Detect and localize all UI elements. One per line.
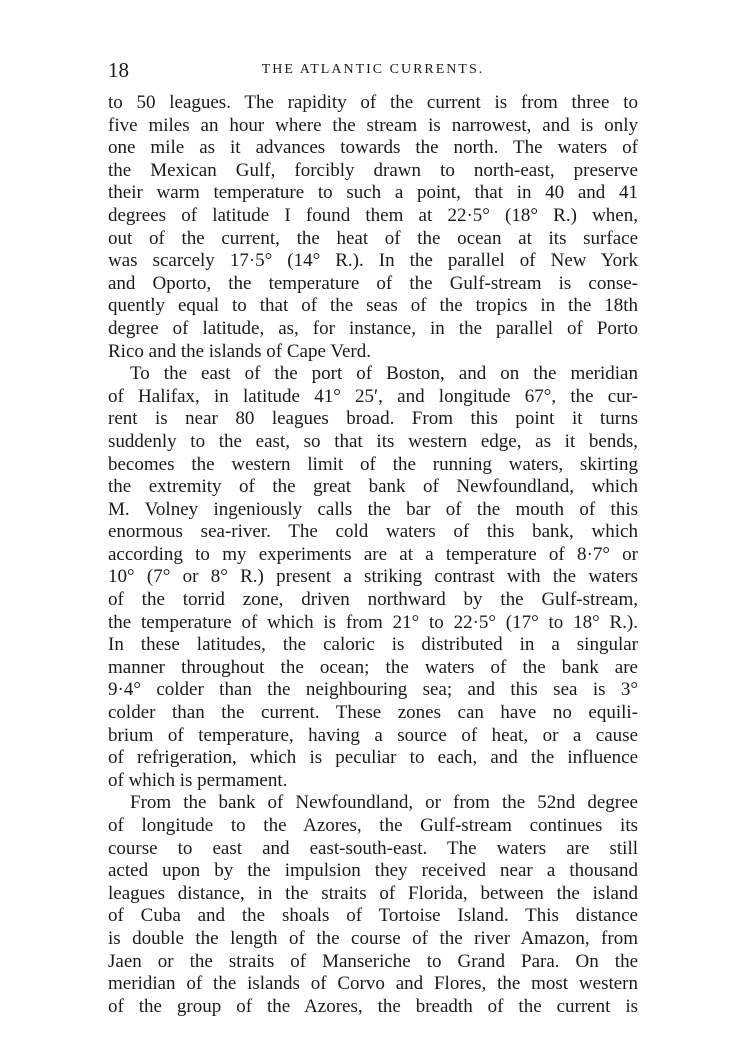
paragraph [108, 363, 638, 792]
text-line: five miles an hour where the stream is narrowest, and is only [108, 114, 638, 136]
text-line: one mile as it advances towards the north. The waters of [108, 137, 638, 159]
text-line: Rico and the islands of Cape Verd. [108, 340, 371, 362]
text-line: of which is permament. [108, 769, 288, 791]
text-line: leagues distance, in the straits of Florida, between the island [108, 882, 638, 904]
text-line: according to my experiments are at a temperature of 8·7° or [108, 543, 638, 565]
text-line: brium of temperature, having a source of heat, or a cause [108, 724, 638, 746]
text-line: From the bank of Newfoundland, or from the 52nd degree [130, 792, 638, 814]
text-line: becomes the western limit of the running waters, skirting [108, 453, 638, 475]
text-line: M. Volney ingeniously calls the bar of the mouth of this [108, 498, 638, 520]
text-line: and Oporto, the temperature of the Gulf-stream is conse- [108, 272, 638, 294]
text-line: to 50 leagues. The rapidity of the current is from three to [108, 92, 638, 113]
text-line: was scarcely 17·5° (14° R.). In the parallel of New York [108, 250, 638, 272]
text-line: manner throughout the ocean; the waters of the bank are [108, 656, 638, 678]
running-title: THE ATLANTIC CURRENTS. [261, 62, 485, 77]
text-line: their warm temperature to such a point, that in 40 and 41 [108, 182, 638, 204]
text-line: meridian of the islands of Corvo and Flores, the most western [108, 973, 638, 995]
text-line: the extremity of the great bank of Newfoundland, which [108, 476, 638, 498]
text-line: colder than the current. These zones can have no equili- [108, 702, 638, 724]
text-line: of refrigeration, which is peculiar to each, and the influence [108, 747, 638, 769]
text-line: of Halifax, in latitude 41° 25′, and longitude 67°, the cur- [108, 385, 638, 407]
paragraph [108, 92, 638, 363]
page-number: 18 [108, 58, 129, 82]
text-line: acted upon by the impulsion they received near a thousand [108, 860, 638, 882]
text-line: the temperature of which is from 21° to 22·5° (17° to 18° R.). [108, 611, 638, 633]
text-line: of Cuba and the shoals of Tortoise Island. This distance [108, 905, 638, 927]
text-line: Jaen or the straits of Manseriche to Grand Para. On the [108, 950, 638, 972]
text-line: degrees of latitude I found them at 22·5° (18° R.) when, [108, 204, 638, 226]
text-line: In these latitudes, the caloric is distributed in a singular [108, 634, 638, 656]
text-line: degree of latitude, as, for instance, in the parallel of Porto [108, 317, 638, 339]
text-line: is double the length of the course of the river Amazon, from [108, 927, 638, 949]
running-head [108, 58, 638, 82]
text-line: To the east of the port of Boston, and on the meridian [130, 363, 638, 385]
text-line: out of the current, the heat of the ocean at its surface [108, 227, 638, 249]
text-line: the Mexican Gulf, forcibly drawn to north-east, preserve [108, 159, 638, 181]
text-line: of the torrid zone, driven northward by the Gulf-stream, [108, 589, 638, 611]
text-line: enormous sea-river. The cold waters of this bank, which [108, 521, 638, 543]
text-line: course to east and east-south-east. The waters are still [108, 837, 638, 859]
text-line: suddenly to the east, so that its western edge, as it bends, [108, 430, 638, 452]
paragraph [108, 792, 638, 1018]
text-line: 9·4° colder than the neighbouring sea; and this sea is 3° [108, 679, 638, 701]
body-text [108, 92, 638, 1018]
text-line: of longitude to the Azores, the Gulf-stream continues its [108, 815, 638, 836]
text-line: quently equal to that of the seas of the tropics in the 18th [108, 295, 638, 317]
text-line: of the group of the Azores, the breadth of the current is [108, 995, 638, 1017]
text-line: rent is near 80 leagues broad. From this point it turns [108, 408, 638, 430]
text-line: 10° (7° or 8° R.) present a striking contrast with the waters [108, 566, 638, 588]
